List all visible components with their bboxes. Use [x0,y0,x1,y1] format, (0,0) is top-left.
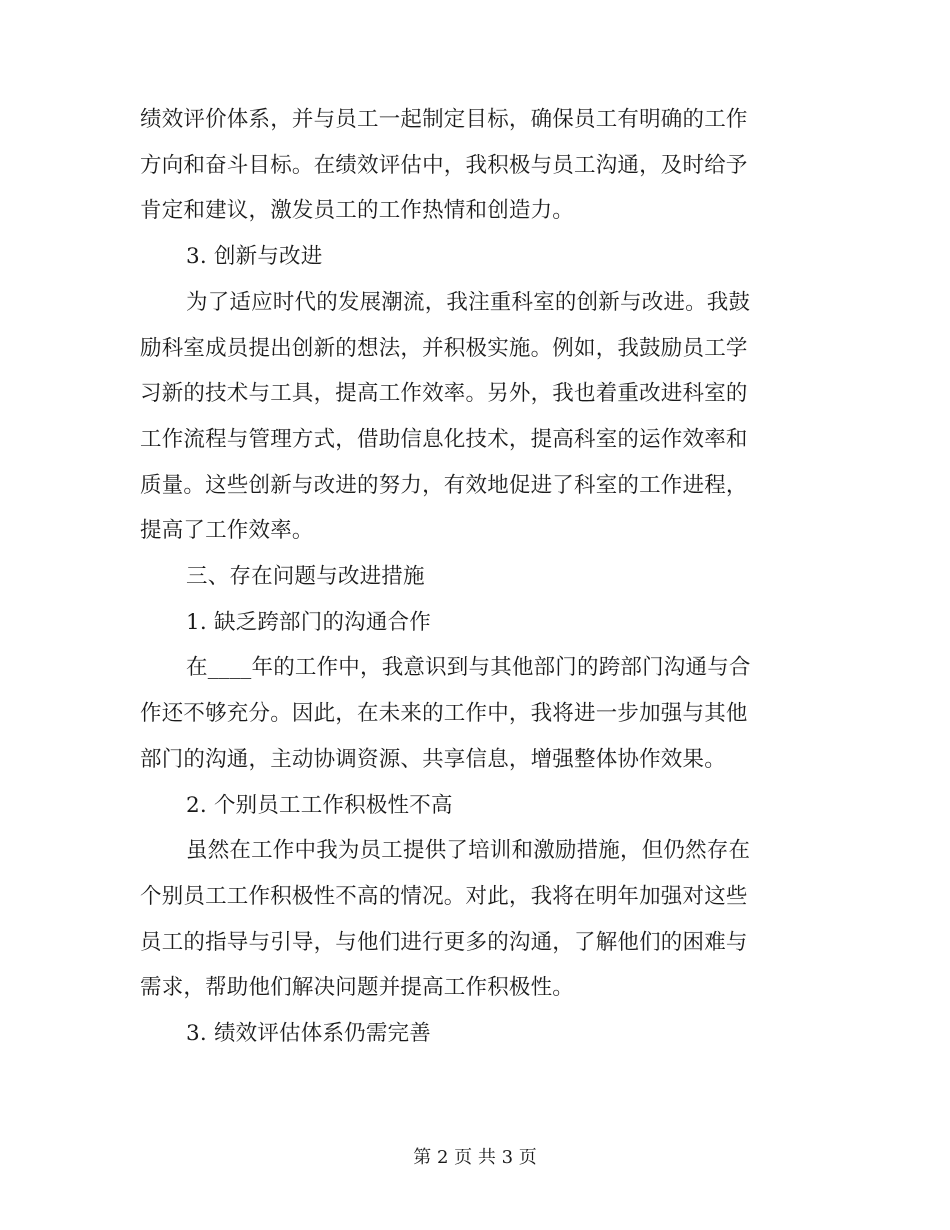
text-line: 个别员工工作积极性不高的情况。对此，我将在明年加强对这些 [140,883,748,909]
text-line: 部门的沟通，主动协调资源、共享信息，增强整体协作效果。 [140,746,726,772]
text-line: 员工的指导与引导，与他们进行更多的沟通，了解他们的困难与 [140,929,748,955]
text-line: 励科室成员提出创新的想法，并积极实施。例如，我鼓励员工学 [140,335,748,361]
text-line: 三、存在问题与改进措施 [186,564,425,590]
text-line: 方向和奋斗目标。在绩效评估中，我积极与员工沟通，及时给予 [140,152,748,178]
text-line: 为了适应时代的发展潮流，我注重科室的创新与改进。我鼓 [186,289,751,315]
text-line: 质量。这些创新与改进的努力，有效地促进了科室的工作进程， [140,472,748,498]
page-number-footer: 第 2 页 共 3 页 [413,1147,537,1168]
text-line: 虽然在工作中我为员工提供了培训和激励措施，但仍然存在 [186,838,751,864]
text-line: 3. 创新与改进 [186,244,323,270]
text-line: 需求，帮助他们解决问题并提高工作积极性。 [140,975,575,1001]
text-line: 提高了工作效率。 [140,518,314,544]
text-line: 工作流程与管理方式，借助信息化技术，提高科室的运作效率和 [140,426,748,452]
text-line: 2. 个别员工工作积极性不高 [186,792,453,818]
document-body [140,97,800,1057]
text-line: 习新的技术与工具，提高工作效率。另外，我也着重改进科室的 [140,381,748,407]
text-line: 3. 绩效评估体系仍需完善 [186,1021,431,1047]
text-line: 1. 缺乏跨部门的沟通合作 [186,609,431,635]
text-line: 肯定和建议，激发员工的工作热情和创造力。 [140,198,575,224]
text-line: 在____年的工作中，我意识到与其他部门的跨部门沟通与合 [186,655,751,681]
text-line: 作还不够充分。因此，在未来的工作中，我将进一步加强与其他 [140,701,748,727]
text-line: 绩效评价体系，并与员工一起制定目标，确保员工有明确的工作 [140,107,748,132]
